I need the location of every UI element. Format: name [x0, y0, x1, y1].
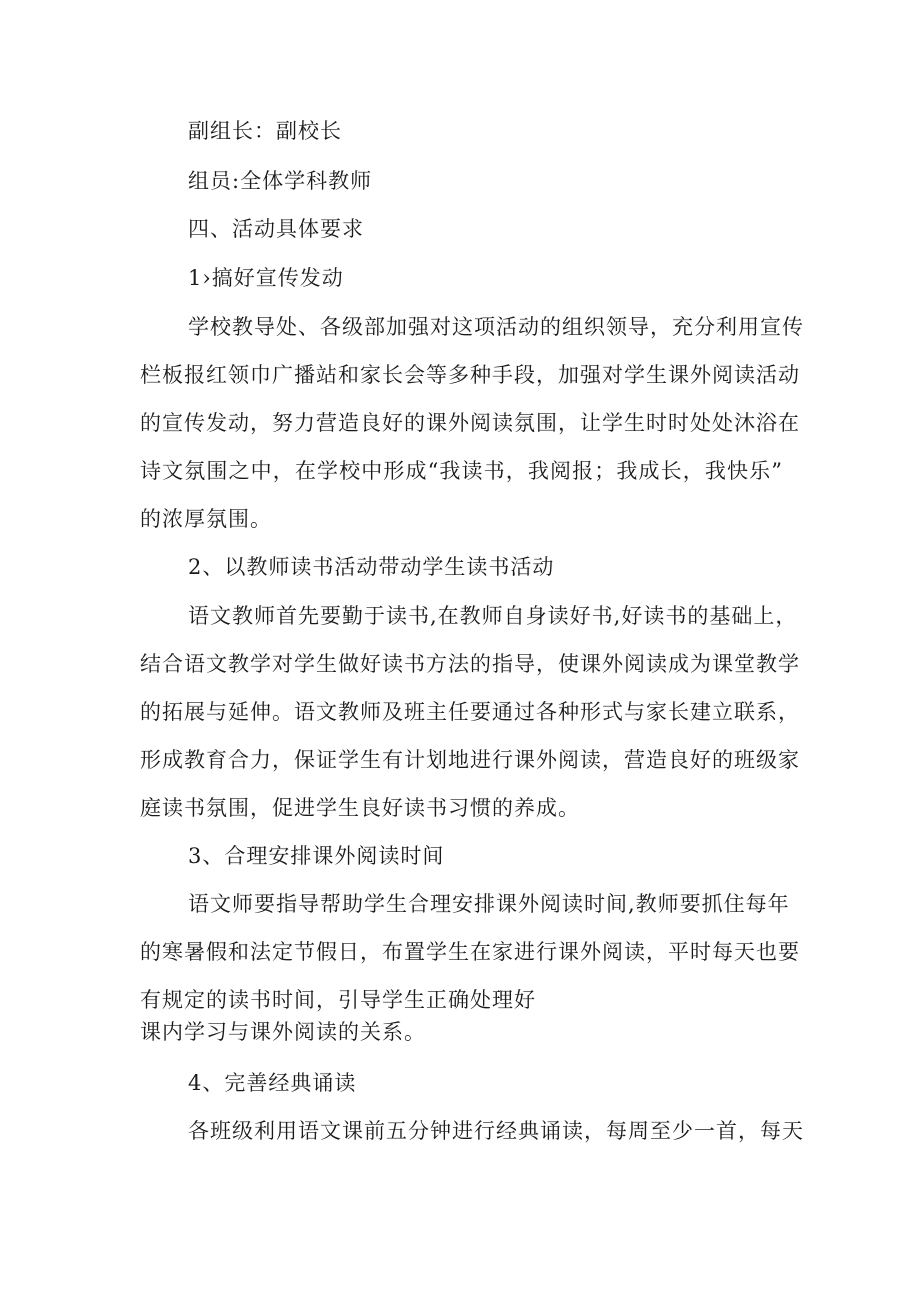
- paragraph-deputy-leader: 副组长：副校长: [188, 119, 342, 143]
- paragraph-members: 组员:全体学科教师: [188, 169, 373, 193]
- section-heading-requirements: 四、活动具体要求: [188, 217, 364, 241]
- paragraph-publicity-line-3: 的宣传发动，努力营造良好的课外阅读氛围，让学生时时处处沐浴在: [140, 411, 800, 435]
- paragraph-time-line-2: 的寒暑假和法定节假日，布置学生在家进行课外阅读，平时每天也要: [140, 940, 800, 964]
- paragraph-teacher-line-5: 庭读书氛围，促进学生良好读书习惯的养成。: [140, 796, 580, 820]
- paragraph-teacher-line-2: 结合语文教学对学生做好读书方法的指导，使课外阅读成为课堂教学: [140, 652, 800, 676]
- paragraph-teacher-line-4: 形成教育合力，保证学生有计划地进行课外阅读，营造良好的班级家: [140, 748, 800, 772]
- paragraph-publicity-line-5: 的浓厚氛围。: [140, 507, 272, 531]
- paragraph-teacher-line-1: 语文教师首先要勤于读书,在教师自身读好书,好读书的基础上，: [188, 604, 798, 628]
- paragraph-recitation-line-1: 各班级利用语文课前五分钟进行经典诵读，每周至少一首，每天: [188, 1119, 804, 1143]
- paragraph-time-line-1: 语文师要指导帮助学生合理安排课外阅读时间,教师要抓住每年: [188, 892, 790, 916]
- subheading-publicity: 1›搞好宣传发动: [188, 266, 344, 290]
- paragraph-time-line-3: 有规定的读书时间，引导学生正确处理好: [140, 988, 536, 1012]
- subheading-classic-recitation: 4、完善经典诵读: [188, 1071, 357, 1095]
- paragraph-teacher-line-3: 的拓展与延伸。语文教师及班主任要通过各种形式与家长建立联系，: [140, 700, 800, 724]
- paragraph-time-line-4: 课内学习与课外阅读的关系。: [140, 1020, 426, 1044]
- subheading-reading-time: 3、合理安排课外阅读时间: [188, 844, 445, 868]
- subheading-teacher-reading: 2、以教师读书活动带动学生读书活动: [188, 555, 555, 579]
- paragraph-publicity-line-4: 诗文氛围之中，在学校中形成“我读书，我阅报；我成长，我快乐”: [140, 459, 783, 483]
- paragraph-publicity-line-1: 学校教导处、各级部加强对这项活动的组织领导，充分利用宣传: [188, 315, 804, 339]
- paragraph-publicity-line-2: 栏板报红领巾广播站和家长会等多种手段，加强对学生课外阅读活动: [140, 363, 800, 387]
